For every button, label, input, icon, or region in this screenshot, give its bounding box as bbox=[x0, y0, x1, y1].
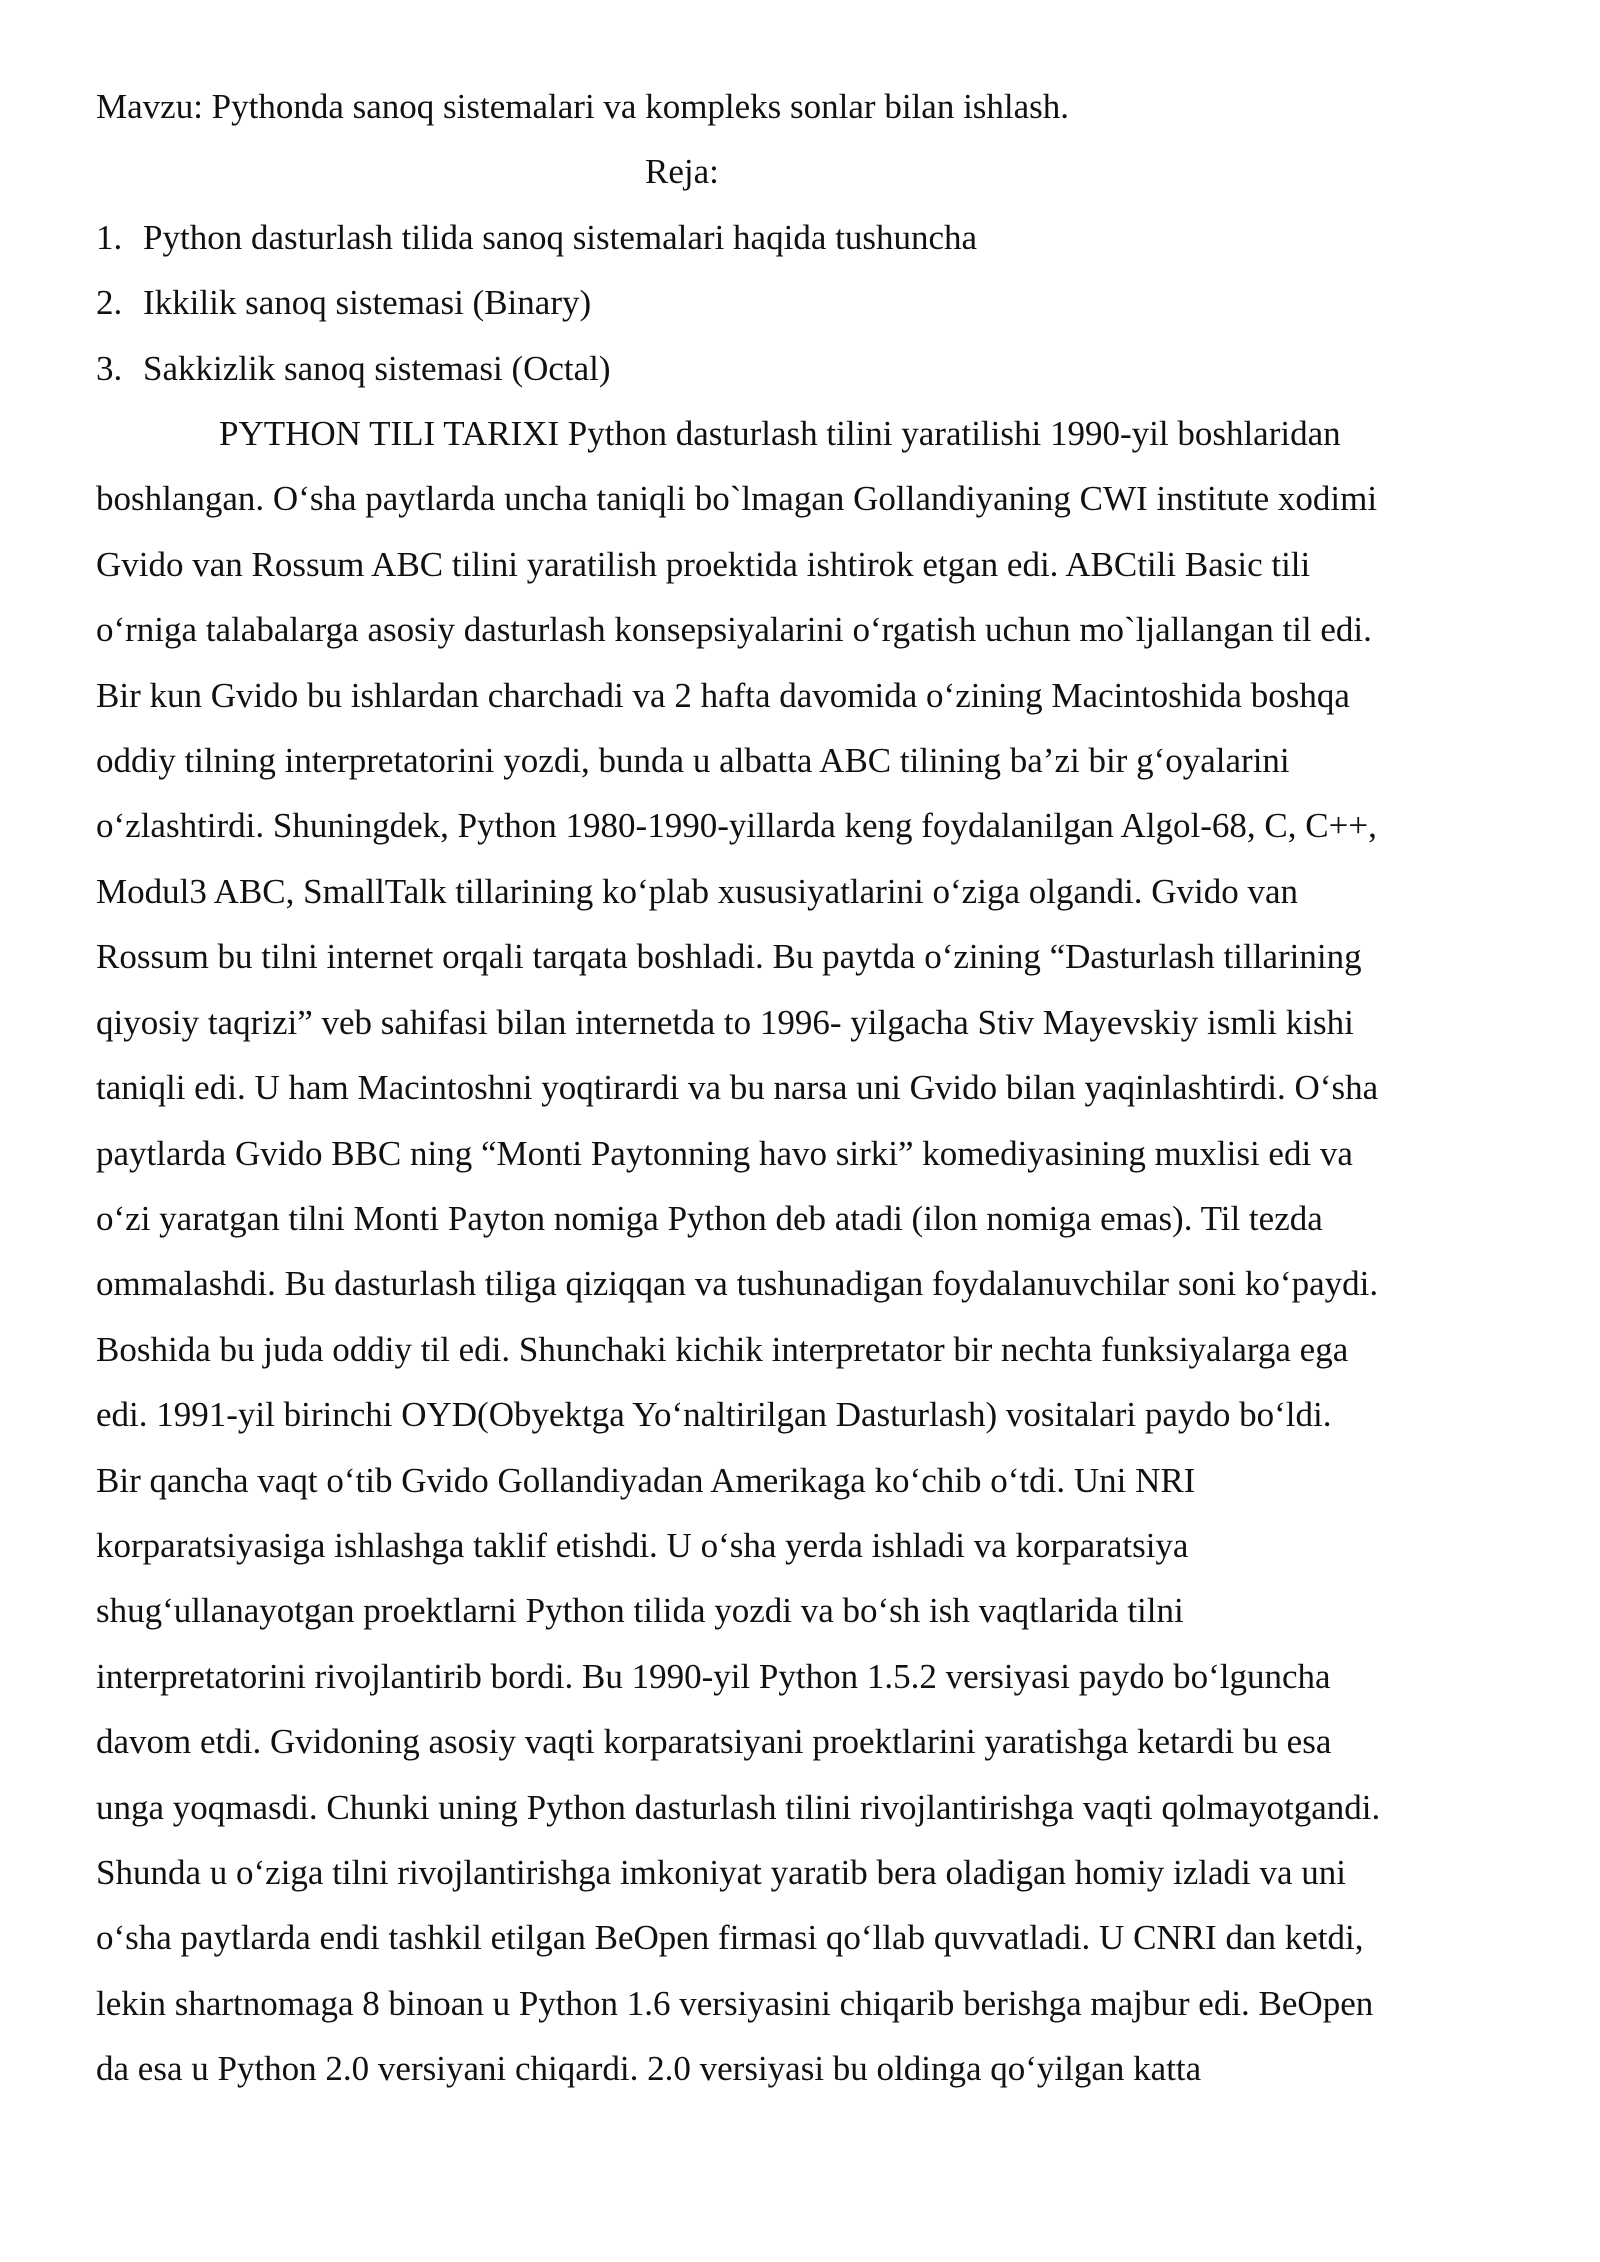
paragraph-line: Bir qancha vaqt o‘tib Gvido Gollandiyadan Amerikaga ko‘chib o‘tdi. Uni NRI bbox=[96, 1460, 1196, 1500]
body-paragraph bbox=[96, 401, 1506, 2102]
paragraph-line: Modul3 ABC, SmallTalk tillarining ko‘plab xususiyatlarini o‘ziga olgandi. Gvido van bbox=[96, 871, 1298, 911]
plan-item bbox=[96, 336, 1506, 401]
paragraph-line: boshlangan. O‘sha paytlarda uncha taniqli bo`lmagan Gollandiyaning CWI institute xodimi bbox=[96, 479, 1378, 519]
plan-item-text: Sakkizlik sanoq sistemasi (Octal) bbox=[143, 348, 611, 388]
plan-item-text: Ikkilik sanoq sistemasi (Binary) bbox=[143, 283, 592, 323]
plan-list bbox=[96, 205, 1506, 401]
paragraph-line: korparatsiyasiga ishlashga taklif etishdi. U o‘sha yerda ishladi va korparatsiya bbox=[96, 1525, 1189, 1565]
plan-heading: Reja: bbox=[645, 152, 719, 192]
paragraph-line: Shunda u o‘ziga tilni rivojlantirishga imkoniyat yaratib bera oladigan homiy izladi va uni bbox=[96, 1852, 1346, 1892]
paragraph-line: oddiy tilning interpretatorini yozdi, bunda u albatta ABC tilining ba’zi bir g‘oyalarini bbox=[96, 741, 1290, 781]
plan-item-number: 3. bbox=[96, 348, 123, 388]
topic-line: Mavzu: Pythonda sanoq sistemalari va kompleks sonlar bilan ishlash. bbox=[96, 87, 1070, 126]
paragraph-line: ommalashdi. Bu dasturlash tiliga qiziqqan va tushunadigan foydalanuvchilar soni ko‘paydi. bbox=[96, 1264, 1379, 1304]
plan-item bbox=[96, 270, 1506, 335]
plan-item-number: 1. bbox=[96, 217, 123, 257]
paragraph-line: Bir kun Gvido bu ishlardan charchadi va 2 hafta davomida o‘zining Macintoshida boshqa bbox=[96, 675, 1350, 715]
plan-item-text: Python dasturlash tilida sanoq sistemalari haqida tushuncha bbox=[143, 217, 978, 257]
paragraph-line: qiyosiy taqrizi” veb sahifasi bilan internetda to 1996- yilgacha Stiv Mayevskiy ismli kishi bbox=[96, 1002, 1354, 1042]
paragraph-line: unga yoqmasdi. Chunki uning Python dasturlash tilini rivojlantirishga vaqti qolmayotgandi. bbox=[96, 1787, 1381, 1827]
paragraph-line: lekin shartnomaga 8 binoan u Python 1.6 versiyasini chiqarib berishga majbur edi. BeOpen bbox=[96, 1983, 1374, 2023]
paragraph-line: Gvido van Rossum ABC tilini yaratilish proektida ishtirok etgan edi. ABCtili Basic tili bbox=[96, 544, 1311, 584]
paragraph-line: o‘zlashtirdi. Shuningdek, Python 1980-1990-yillarda keng foydalanilgan Algol-68, C, C++, bbox=[96, 806, 1377, 846]
paragraph-line: edi. 1991-yil birinchi OYD(Obyektga Yo‘naltirilgan Dasturlash) vositalari paydo bo‘ldi. bbox=[96, 1395, 1332, 1435]
paragraph-line: shug‘ullanayotgan proektlarni Python tilida yozdi va bo‘sh ish vaqtlarida tilni bbox=[96, 1591, 1184, 1631]
paragraph-line: o‘zi yaratgan tilni Monti Payton nomiga Python deb atadi (ilon nomiga emas). Til tezda bbox=[96, 1198, 1323, 1238]
plan-item-number: 2. bbox=[96, 283, 123, 323]
paragraph-line: Boshida bu juda oddiy til edi. Shunchaki kichik interpretator bir nechta funksiyalarga ega bbox=[96, 1329, 1349, 1369]
paragraph-line: interpretatorini rivojlantirib bordi. Bu 1990-yil Python 1.5.2 versiyasi paydo bo‘lguncha bbox=[96, 1656, 1331, 1696]
document-page bbox=[96, 74, 1506, 2102]
paragraph-line: taniqli edi. U ham Macintoshni yoqtirardi va bu narsa uni Gvido bilan yaqinlashtirdi. O‘sha bbox=[96, 1068, 1379, 1108]
paragraph-line: davom etdi. Gvidoning asosiy vaqti korparatsiyani proektlarini yaratishga ketardi bu esa bbox=[96, 1722, 1332, 1762]
paragraph-line: PYTHON TILI TARIXI Python dasturlash tilini yaratilishi 1990-yil boshlaridan bbox=[219, 414, 1341, 454]
paragraph-line: Rossum bu tilni internet orqali tarqata boshladi. Bu paytda o‘zining “Dasturlash tillarining bbox=[96, 937, 1362, 977]
plan-item bbox=[96, 205, 1506, 270]
paragraph-line: o‘rniga talabalarga asosiy dasturlash konsepsiyalarini o‘rgatish uchun mo`ljallangan til edi. bbox=[96, 610, 1372, 650]
paragraph-line: paytlarda Gvido BBC ning “Monti Paytonning havo sirki” komediyasining muxlisi edi va bbox=[96, 1133, 1353, 1173]
paragraph-line: o‘sha paytlarda endi tashkil etilgan BeOpen firmasi qo‘llab quvvatladi. U CNRI dan ketdi, bbox=[96, 1918, 1364, 1958]
paragraph-line: da esa u Python 2.0 versiyani chiqardi. 2.0 versiyasi bu oldinga qo‘yilgan katta bbox=[96, 2049, 1202, 2089]
